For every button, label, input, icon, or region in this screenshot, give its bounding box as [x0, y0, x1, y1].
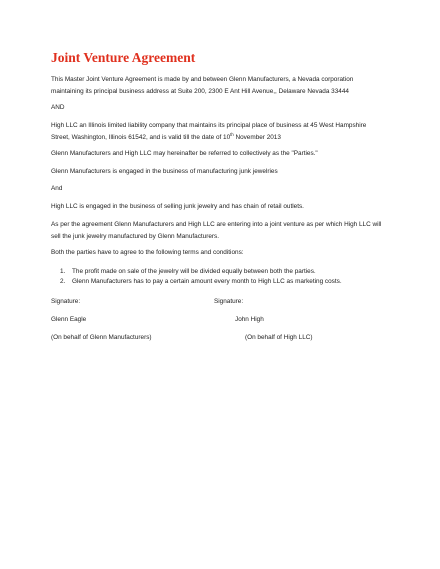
signature-label-right: Signature: [214, 298, 244, 305]
intro-line-1: This Master Joint Venture Agreement is made by and between Glenn Manufacturers, a Nevada corporation [51, 76, 354, 83]
list-item-number: 2. [60, 278, 66, 285]
intro-paragraph [51, 74, 381, 97]
signatory-name-right: John High [235, 316, 264, 323]
high-llc-line-2-text: Street, Washington, Illinois 61542, and is valid till the date of 10 [51, 133, 231, 141]
agreement-line-1: As per the agreement Glenn Manufacturers and High LLC are entering into a joint venture as per which High LLC will [51, 221, 382, 228]
parties-paragraph: Glenn Manufacturers and High LLC may hereinafter be referred to collectively as the "Parties." [51, 150, 318, 157]
agreement-line-2: sell the junk jewelry manufactured by Glenn Manufacturers. [51, 232, 220, 240]
agreement-paragraph [51, 219, 381, 242]
on-behalf-left: (On behalf of Glenn Manufacturers) [51, 334, 152, 341]
list-item-number: 1. [60, 268, 66, 275]
signature-label-left: Signature: [51, 298, 81, 305]
terms-intro: Both the parties have to agree to the following terms and conditions: [51, 249, 244, 256]
glenn-business-paragraph: Glenn Manufacturers is engaged in the business of manufacturing junk jewelries [51, 168, 278, 175]
high-business-paragraph: High LLC is engaged in the business of selling junk jewelry and has chain of retail outlets. [51, 203, 304, 210]
list-item-text: The profit made on sale of the jewelry will be divided equally between both the parties. [72, 268, 316, 275]
high-llc-line-1: High LLC an Illinois limited liability company that maintains its principal place of business at 45 West Hampshire [51, 122, 367, 129]
high-llc-line-2 [51, 132, 381, 144]
and-separator-1: AND [51, 104, 65, 111]
high-llc-line-2-date: November 2013 [233, 133, 281, 141]
high-llc-paragraph [51, 120, 381, 143]
intro-line-2: maintaining its principal business address at Suite 200, 2300 E Ant Hill Avenue,, Delaware Nevada 33444 [51, 87, 349, 95]
on-behalf-right: (On behalf of High LLC) [245, 334, 313, 341]
and-separator-2: And [51, 185, 63, 192]
date-ordinal-suffix: th [230, 131, 234, 137]
document-title: Joint Venture Agreement [51, 50, 196, 65]
signatory-name-left: Glenn Eagle [51, 316, 87, 323]
list-item-text: Glenn Manufacturers has to pay a certain amount every month to High LLC as marketing costs. [72, 278, 342, 285]
